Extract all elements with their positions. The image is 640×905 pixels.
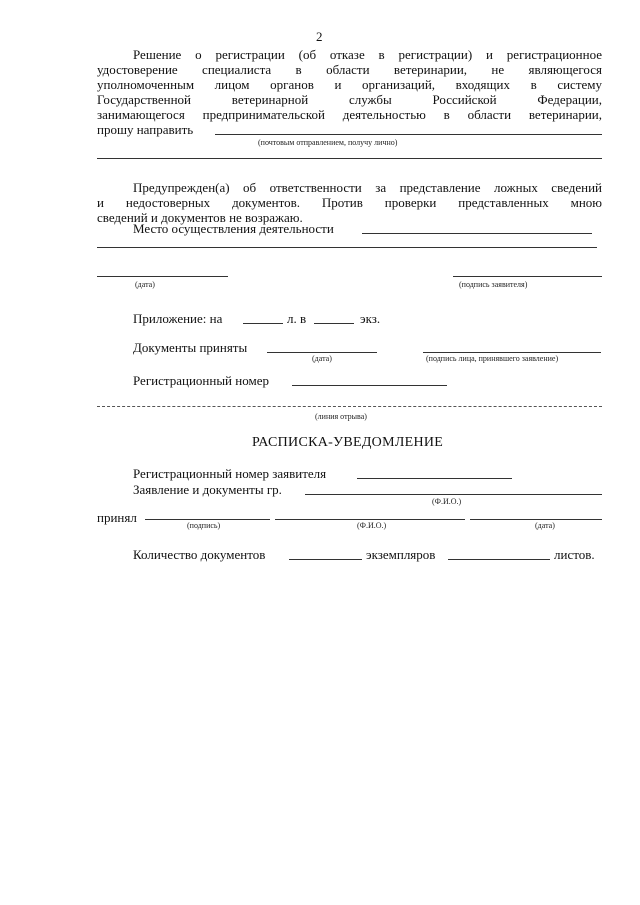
date-field[interactable] [97,276,228,277]
date-hint: (дата) [135,280,155,289]
page-number: 2 [316,29,323,44]
para2-line1: Предупрежден(а) об ответственности за представление ложных сведений [133,180,602,195]
attachment-suffix: экз. [360,311,381,326]
receipt-sign-hint: (подпись) [187,521,221,530]
applicant-signature-hint: (подпись заявителя) [459,280,528,289]
para1-line1: Решение о регистрации (об отказе в регистрации) и регистрационное [133,47,602,62]
cut-line [97,406,602,407]
attachment-mid: л. в [287,311,307,326]
receipt-date-hint: (дата) [535,521,555,530]
accepted-date-field[interactable] [267,352,377,353]
receipt-fio2-field[interactable] [275,519,465,520]
receipt-docs-label: Заявление и документы гр. [133,482,282,497]
send-method-field[interactable] [215,134,602,135]
para1-line4: Государственной ветеринарной службы Российской Федерации, [97,92,602,107]
reg-number-label: Регистрационный номер [133,373,269,388]
para1-line6: прошу направить [97,122,194,137]
accepted-signature-field[interactable] [423,352,601,353]
attachment-pages-field[interactable] [243,323,283,324]
receipt-fio-hint: (Ф.И.О.) [432,497,462,506]
count-sheets-field[interactable] [448,559,550,560]
receipt-fio2-hint: (Ф.И.О.) [357,521,387,530]
count-prefix: Количество документов [133,547,266,562]
accepted-label: Документы приняты [133,340,248,355]
count-suffix: листов. [554,547,595,562]
receipt-title: РАСПИСКА-УВЕДОМЛЕНИЕ [252,435,444,450]
para1-line3: уполномоченным лицом органов и организаций, входящих в систему [97,77,602,92]
place-field[interactable] [362,233,592,234]
para1-line2: удостоверение специалиста в области ветеринарии, не являющегося [97,62,602,77]
receipt-sign-field[interactable] [145,519,270,520]
place-label: Место осуществления деятельности [133,221,334,236]
place-field-2[interactable] [97,247,597,248]
send-method-field-2[interactable] [97,158,602,159]
receipt-accepted-label: принял [97,510,137,525]
count-mid: экземпляров [366,547,436,562]
receipt-reg-label: Регистрационный номер заявителя [133,466,327,481]
receipt-date-field[interactable] [470,519,602,520]
attachment-prefix: Приложение: на [133,311,223,326]
send-method-hint: (почтовым отправлением, получу лично) [258,138,398,147]
count-copies-field[interactable] [289,559,362,560]
receipt-fio-field[interactable] [305,494,602,495]
applicant-signature-field[interactable] [453,276,602,277]
accepted-date-hint: (дата) [312,354,332,363]
receipt-reg-field[interactable] [357,478,512,479]
para2-line3: сведений и документов не возражаю. [97,210,303,225]
reg-number-field[interactable] [292,385,447,386]
accepted-signature-hint: (подпись лица, принявшего заявление) [426,354,559,363]
cut-line-hint: (линия отрыва) [315,412,367,421]
attachment-copies-field[interactable] [314,323,354,324]
para2-line2: и недостоверных документов. Против проверки представленных мною [97,195,602,210]
para1-line5: занимающегося предпринимательской деятельностью в области ветеринарии, [97,107,602,122]
